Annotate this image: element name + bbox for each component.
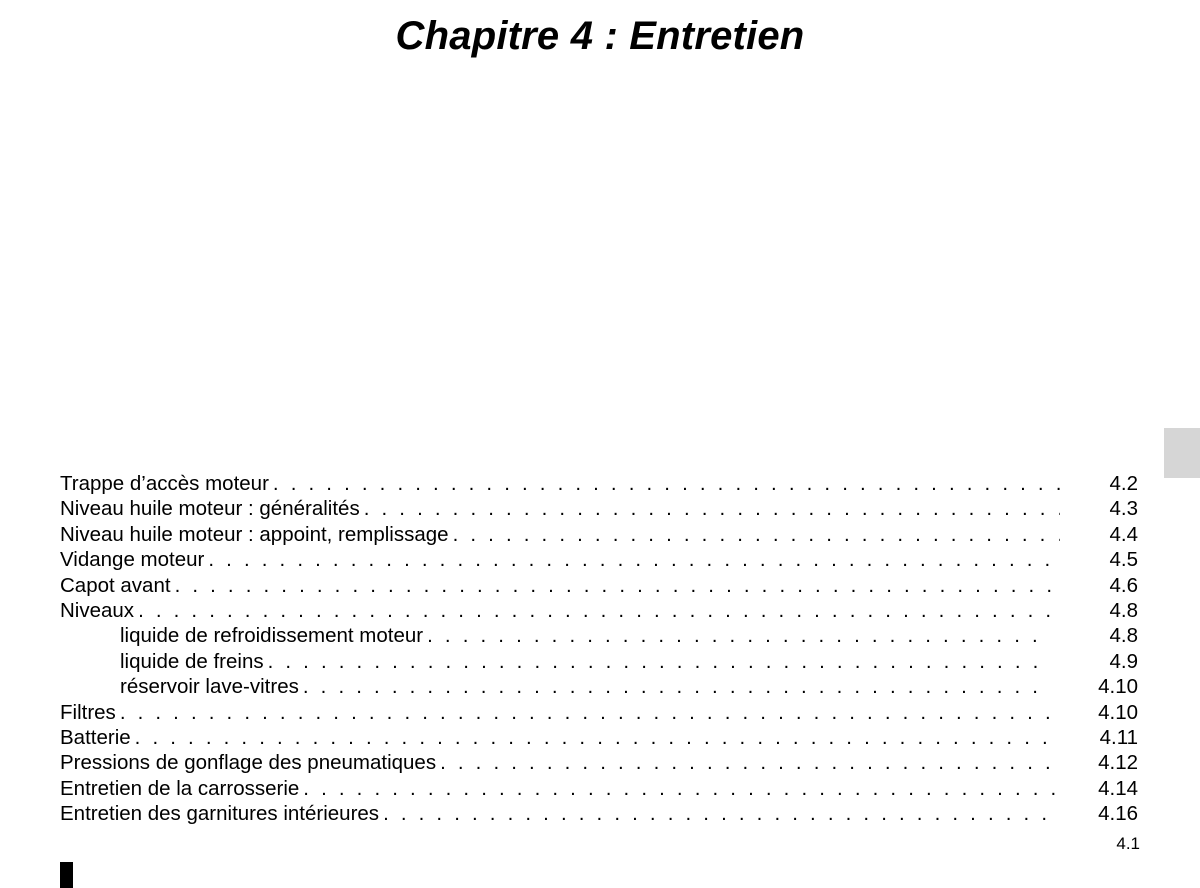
toc-entry-label: Batterie: [60, 725, 131, 749]
toc-entry-page: 4.11: [1099, 725, 1138, 749]
toc-dot-leader: [364, 496, 1060, 521]
toc-entry[interactable]: [60, 700, 1138, 725]
toc-entry[interactable]: [60, 776, 1138, 801]
toc-entry-label: liquide de refroidissement moteur: [120, 624, 424, 648]
toc-entry-label: Entretien des garnitures intérieures: [60, 802, 380, 826]
toc-entry[interactable]: [60, 522, 1138, 547]
toc-entry-page: 4.5: [1109, 548, 1138, 572]
toc-entry-page: 4.8: [1109, 598, 1138, 622]
toc-dot-leader: [453, 522, 1060, 547]
toc-entry[interactable]: [60, 801, 1138, 826]
toc-entry-label: réservoir lave-vitres: [120, 675, 299, 699]
toc-entry[interactable]: [60, 725, 1138, 750]
chapter-side-tab: [1164, 428, 1200, 478]
toc-dot-leader: [208, 547, 1060, 572]
toc-subentry[interactable]: [60, 674, 1138, 699]
toc-entry[interactable]: [60, 547, 1138, 572]
toc-entry-label: Entretien de la carrosserie: [60, 776, 300, 800]
toc-entry-page: 4.3: [1109, 497, 1138, 521]
toc-entry-page: 4.4: [1109, 522, 1138, 546]
toc-entry[interactable]: [60, 496, 1138, 521]
table-of-contents: [60, 471, 1138, 826]
toc-entry-page: 4.16: [1098, 802, 1138, 826]
toc-subentry[interactable]: [60, 623, 1138, 648]
toc-dot-leader: [427, 623, 1048, 648]
toc-entry-page: 4.9: [1109, 649, 1138, 673]
toc-dot-leader: [383, 801, 1060, 826]
toc-dot-leader: [175, 573, 1060, 598]
toc-entry-page: 4.10: [1098, 675, 1138, 699]
toc-entry-label: Niveaux: [60, 598, 135, 622]
toc-entry-label: Pressions de gonflage des pneumatiques: [60, 751, 437, 775]
toc-entry-label: Filtres: [60, 700, 116, 724]
page-number: 4.1: [1116, 834, 1140, 853]
toc-entry[interactable]: [60, 598, 1138, 623]
toc-entry-page: 4.10: [1098, 700, 1138, 724]
toc-entry-label: Capot avant: [60, 573, 171, 597]
toc-entry[interactable]: [60, 471, 1138, 496]
toc-entry-label: Niveau huile moteur : généralités: [60, 497, 360, 521]
page-edge-mark: [60, 862, 73, 888]
toc-entry-label: Niveau huile moteur : appoint, remplissage: [60, 522, 449, 546]
toc-dot-leader: [138, 598, 1060, 623]
toc-subentry[interactable]: [60, 649, 1138, 674]
toc-entry-page: 4.12: [1098, 751, 1138, 775]
toc-dot-leader: [303, 776, 1060, 801]
toc-dot-leader: [273, 471, 1060, 496]
toc-dot-leader: [303, 674, 1048, 699]
toc-entry-label: Trappe d’accès moteur: [60, 472, 269, 495]
toc-dot-leader: [135, 725, 1060, 750]
toc-dot-leader: [440, 750, 1060, 775]
toc-entry[interactable]: [60, 573, 1138, 598]
toc-entry[interactable]: [60, 750, 1138, 775]
toc-entry-label: Vidange moteur: [60, 548, 205, 572]
toc-entry-page: 4.8: [1109, 624, 1138, 648]
toc-entry-page: 4.2: [1109, 472, 1138, 495]
toc-entry-label: liquide de freins: [120, 649, 264, 673]
toc-dot-leader: [268, 649, 1048, 674]
toc-dot-leader: [120, 700, 1060, 725]
chapter-title: Chapitre 4 : Entretien: [395, 14, 805, 58]
toc-entry-page: 4.6: [1109, 573, 1138, 597]
toc-entry-page: 4.14: [1098, 776, 1138, 800]
